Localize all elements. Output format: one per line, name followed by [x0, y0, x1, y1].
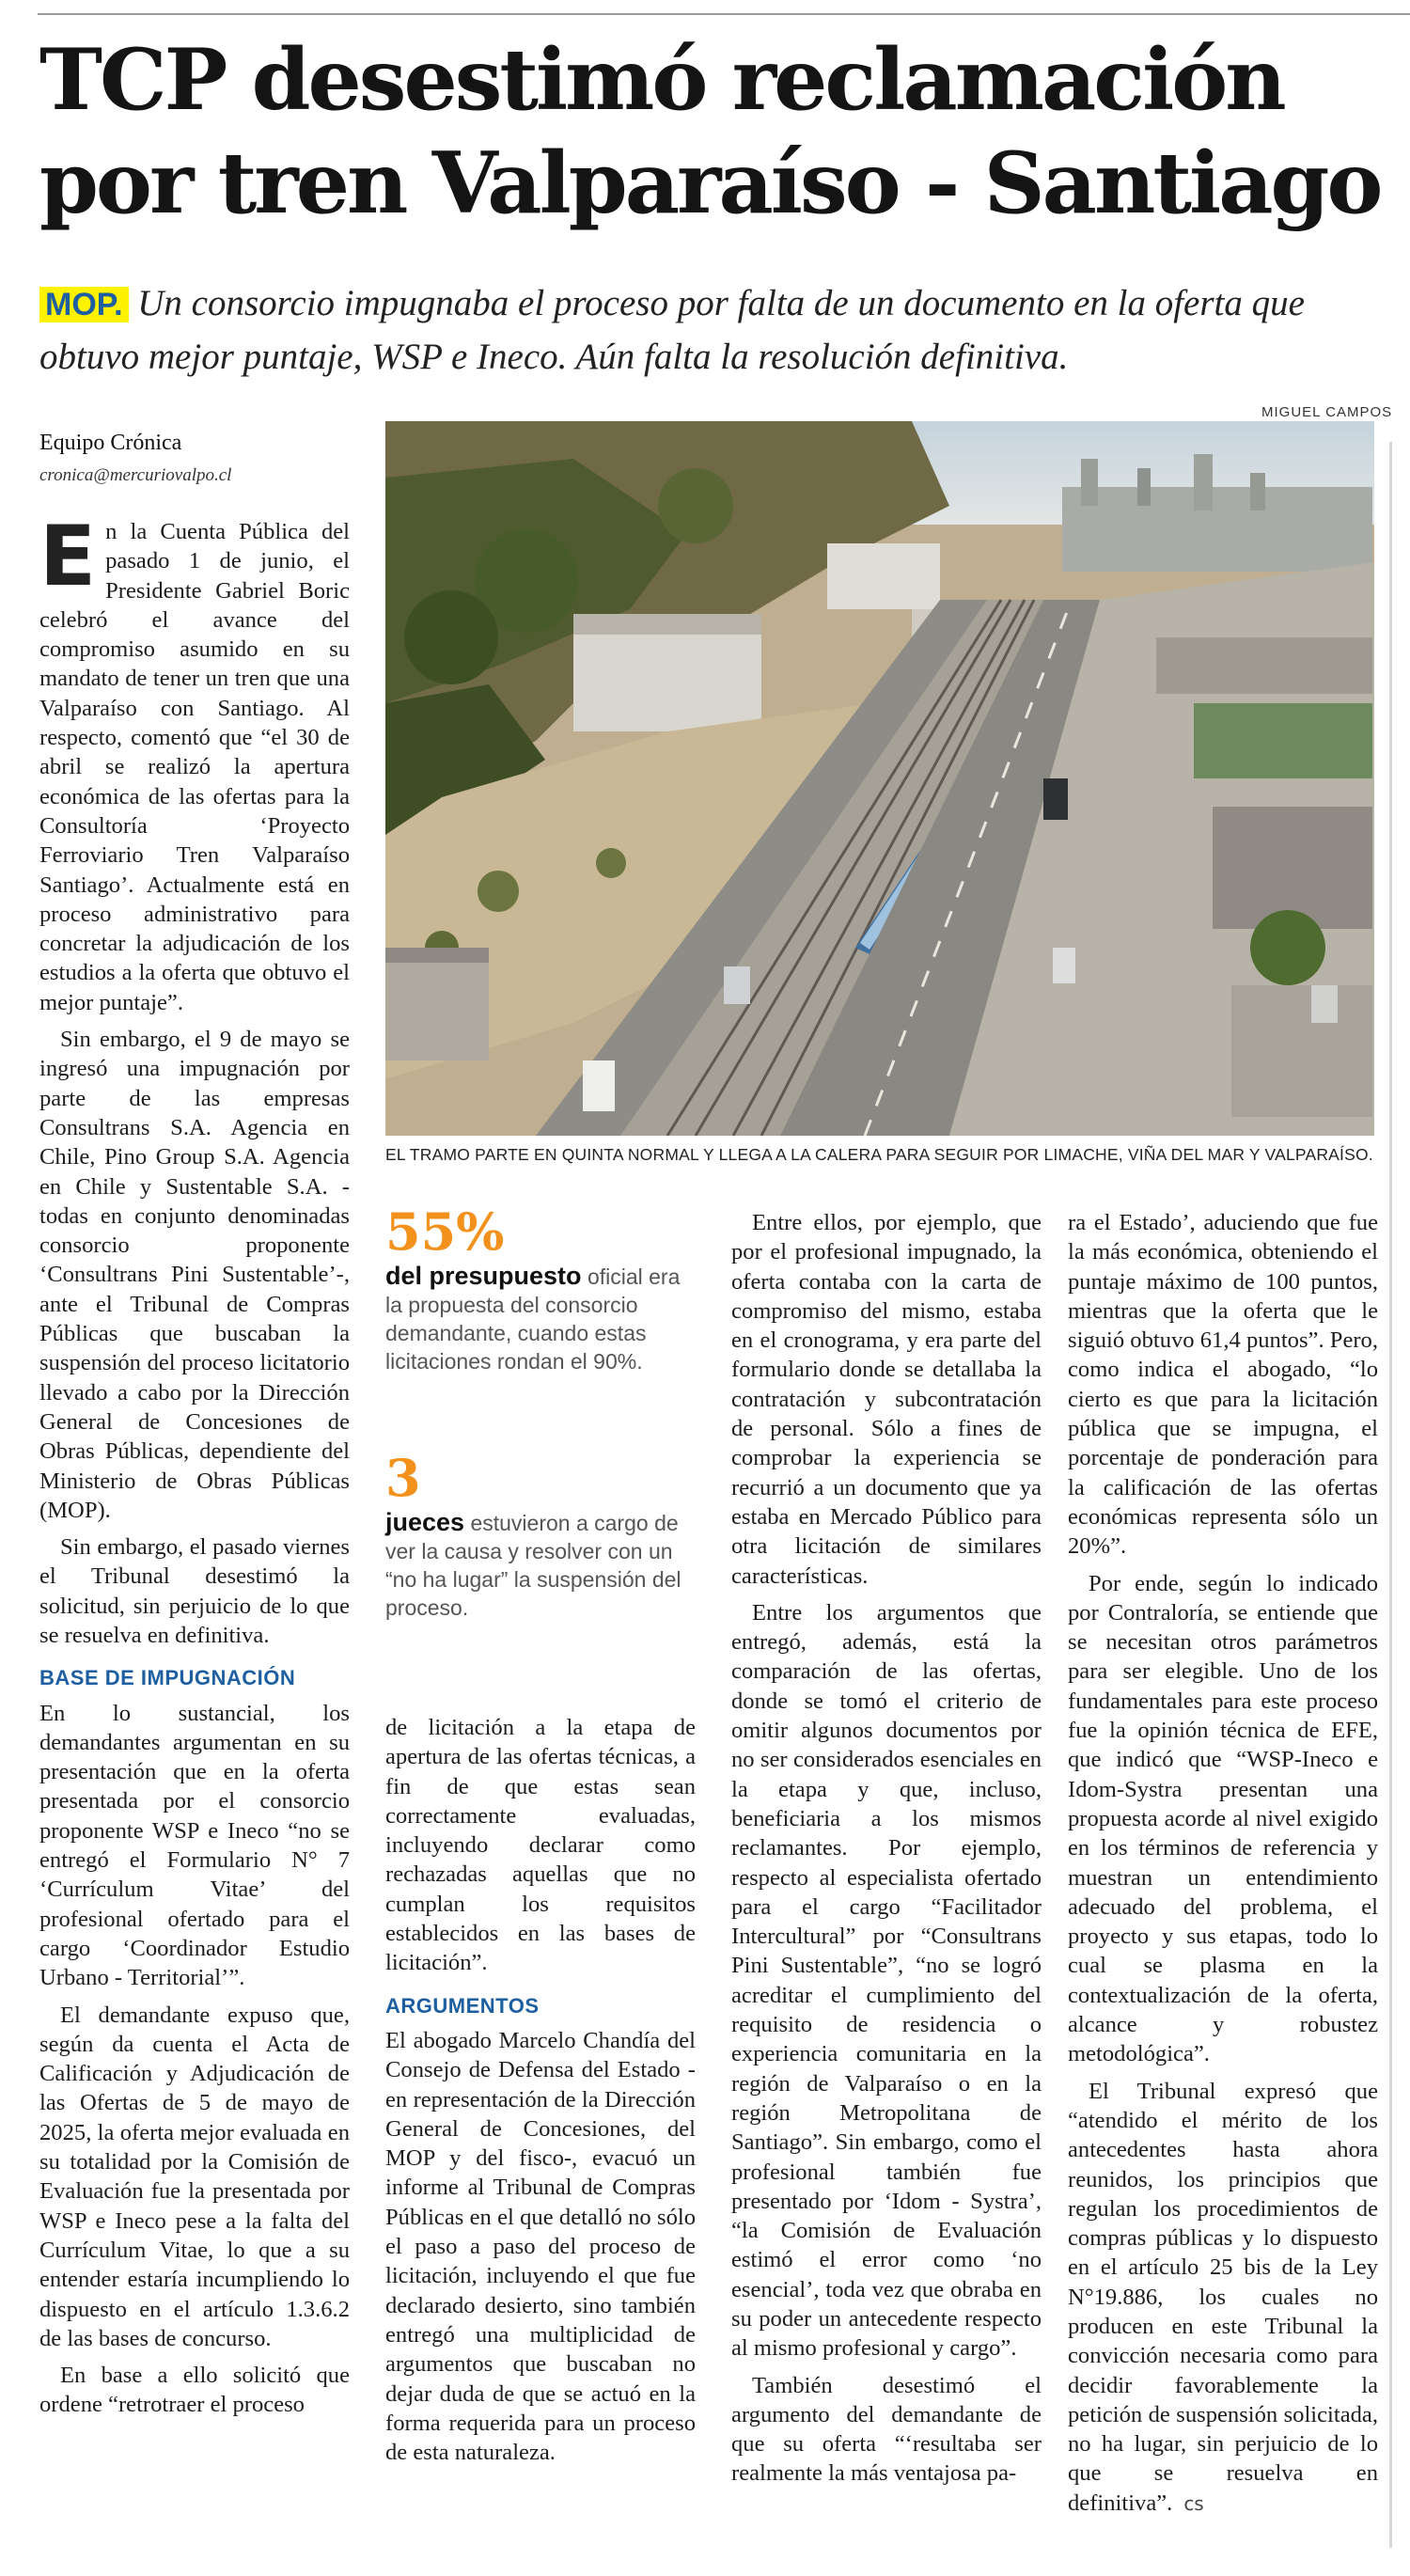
article-paragraph: de licitación a la etapa de apertura de las ofertas técnicas, a fin de que estas sean correctamente evaluadas, incluyendo declarar como rechazadas aquellas que no cumplan los requisitos establecidos en las bases de licitación”. — [385, 1715, 696, 1976]
headline: TCP desestimó reclamación por tren Valparaíso - Santiago — [39, 30, 1381, 233]
byline-email: cronica@mercuriovalpo.cl — [39, 465, 232, 485]
article-paragraph: Entre ellos, por ejemplo, que por el profesional impugnado, la oferta contaba con la carta de compromiso del mismo, estaba en el cronograma, y era parte del formulario donde se detallaba la contratación y subcontratación de personal. Sólo a fines de comprobar la experiencia se recurrió a un documento que ya estaba en Mercado Público para otra licitación de similares características. — [731, 1210, 1042, 1589]
stat-text — [385, 1262, 696, 1375]
stat-description: oficial era la propuesta del consorcio demandante, cuando estas licitaciones rondan el 90%. — [385, 1264, 681, 1374]
stat-box-judges — [385, 1448, 696, 1622]
article-paragraph: ra el Estado’, aduciendo que fue la más económica, obteniendo el puntaje máximo de 100 puntos, mientras que la oferta que le siguió obtuvo 61,4 puntos”. Pero, como indica el abogado, “lo cierto es que para la licitación pública que se impugna, el porcentaje de ponderación para la calificación de las ofertas económicas representa sólo un 20%”. — [1068, 1210, 1378, 1560]
subheading-argumentos: ARGUMENTOS — [385, 1993, 540, 2018]
paragraph-text: El Tribunal expresó que “atendido el mérito de los antecedentes hasta ahora reunidos, los principios que regulan los procedimientos de compras públicas y lo dispuesto en el artículo 25 bis de la Ley N°19.886, los cuales no producen en este Tribunal la convicción necesaria como para decidir favorablemente la petición de suspensión solicitada, no ha lugar, sin perjuicio de lo que se resuelva en definitiva”. — [1068, 2078, 1378, 2516]
stat-lead: jueces — [385, 1508, 465, 1536]
stat-number: 3 — [385, 1448, 421, 1508]
end-mark: cs — [1183, 2491, 1204, 2515]
article-paragraph: También desestimó el argumento del demandante de que su oferta “‘resultaba ser realmente la más ventajosa pa- — [731, 2372, 1042, 2487]
article-column-4 — [1068, 1208, 1378, 2526]
deck — [39, 277, 1393, 383]
article-paragraph: El demandante expuso que, según da cuenta el Acta de Calificación y Adjudicación de las Ofertas de 5 de mayo de 2025, la oferta mejor evaluada en su totalidad por la Comisión de Evaluación fue la presentada por WSP e Ineco pese a la falta del Currículum Vitae, lo que a su entender estaría incumpliendo lo dispuesto en el artículo 1.3.6.2 de las bases de concurso. — [39, 2002, 350, 2351]
article-paragraph: Sin embargo, el 9 de mayo se ingresó una impugnación por parte de las empresas Consultrans S.A. Agencia en Chile, Pino Group S.A. Agencia en Chile y Sustentable S.A. -todas en conjunto denominadas consorcio proponente ‘Consultrans Pini Sustentable’-, ante el Tribunal de Compras Públicas que buscaban la suspensión del proceso licitatorio llevado a cabo por la Dirección General de Concesiones de Obras Públicas, dependiente del Ministerio de Obras Públicas (MOP). — [39, 1027, 350, 1523]
section-tag: MOP. — [39, 287, 129, 322]
stat-text — [385, 1508, 696, 1622]
photo-caption: EL TRAMO PARTE EN QUINTA NORMAL Y LLEGA A LA CALERA PARA SEGUIR POR LIMACHE, VIÑA DEL MAR Y VALPARAÍSO. — [385, 1145, 1373, 1164]
drop-cap: E — [39, 508, 97, 605]
byline — [39, 431, 359, 486]
right-edge-rule — [1389, 442, 1392, 2548]
article-paragraph: Entre los argumentos que entregó, además, está la comparación de las ofertas, donde se tomó el criterio de omitir algunos documentos por no ser considerados esenciales en la etapa y que, incluso, beneficiaria a los mismos reclamantes. Por ejemplo, respecto al especialista ofertado para el cargo “Facilitador Intercultural” por “Consultrans Pini Sustentable”, “no se logró acreditar el cumplimiento del requisito de residencia o experiencia comunitaria en la región de Valparaíso o en la región Metropolitana de Santiago”. Sin embargo, como el profesional también fue presentado por ‘Idom - Systra’, “la Comisión de Evaluación estimó el error como ‘no esencial’, toda vez que obraba en su poder un antecedente respecto al mismo profesional y cargo”. — [731, 1599, 1042, 2362]
article-paragraph — [39, 508, 350, 1017]
article-column-3 — [731, 1208, 1042, 2496]
train-photo — [385, 421, 1374, 1136]
stat-description: estuvieron a cargo de ver la causa y resolver con un “no ha lugar” la suspensión del proceso. — [385, 1511, 682, 1620]
top-rule — [38, 13, 1410, 15]
paragraph-text: n la Cuenta Pública del pasado 1 de junio, el Presidente Gabriel Boric celebró el avance del compromiso asumido en su mandato de tener un tren que una Valparaíso con Santiago. Al respecto, comentó que “el 30 de abril se realizó la apertura económica de las ofertas para la Consultoría ‘Proyecto Ferroviario Tren Valparaíso Santiago’. Actualmente está en proceso administrativo para concretar la adjudicación de los estudios a la oferta que obtuvo el mejor puntaje”. — [39, 519, 350, 1015]
photo-credit: MIGUEL CAMPOS — [1261, 404, 1393, 420]
train-photo-illustration — [385, 421, 1374, 1136]
deck-text: Un consorcio impugnaba el proceso por falta de un documento en la oferta que obtuvo mejor puntaje, WSP e Ineco. Aún falta la resolución definitiva. — [39, 283, 1305, 377]
stat-number: 55% — [385, 1202, 505, 1262]
article-paragraph: En lo sustancial, los demandantes argumentan en su presentación que en la oferta presentada por el consorcio proponente WSP e Ineco “no se entregó el Formulario N° 7 ‘Currículum Vitae’ del profesional ofertado para el cargo ‘Coordinador Estudio Urbano - Territorial’”. — [39, 1700, 350, 1991]
byline-name: Equipo Crónica — [39, 431, 182, 455]
article-paragraph: En base a ello solicitó que ordene “retrotraer el proceso — [39, 2363, 350, 2418]
stat-box-budget — [385, 1202, 696, 1375]
article-paragraph: Sin embargo, el pasado viernes el Tribunal desestimó la solicitud, sin perjuicio de lo que se resuelva en definitiva. — [39, 1534, 350, 1648]
subheading-base-de-impugnacion: BASE DE IMPUGNACIÓN — [39, 1666, 296, 1690]
article-column-2 — [385, 1713, 696, 2474]
article-column-1 — [39, 508, 350, 2427]
stat-lead: del presupuesto — [385, 1262, 582, 1290]
article-paragraph: El abogado Marcelo Chandía del Consejo de Defensa del Estado -en representación de la Dirección General de Concesiones, del MOP y del fisco-, evacuó un informe al Tribunal de Compras Públicas en el que detalló no sólo el paso a paso del proceso de licitación, incluyendo el que fue declarado desierto, sino también entregó una multiplicidad de argumentos que buscaban no dejar duda de que se actuó en la forma requerida para un proceso de esta naturaleza. — [385, 2027, 696, 2466]
article-paragraph — [1068, 2077, 1378, 2519]
article-paragraph: Por ende, según lo indicado por Contraloría, se entiende que se necesitan otros parámetros para ser elegible. Uno de los fundamentales para este proceso fue la opinión técnica de EFE, que indicó que “WSP-Ineco e Idom-Systra presentan una propuesta acorde al nivel exigido en los términos de referencia y muestran un entendimiento adecuado del problema, el proyecto y sus etapas, todo lo cual se plasma en la contextualización de la oferta, alcance y robustez metodológica”. — [1068, 1570, 1378, 2067]
